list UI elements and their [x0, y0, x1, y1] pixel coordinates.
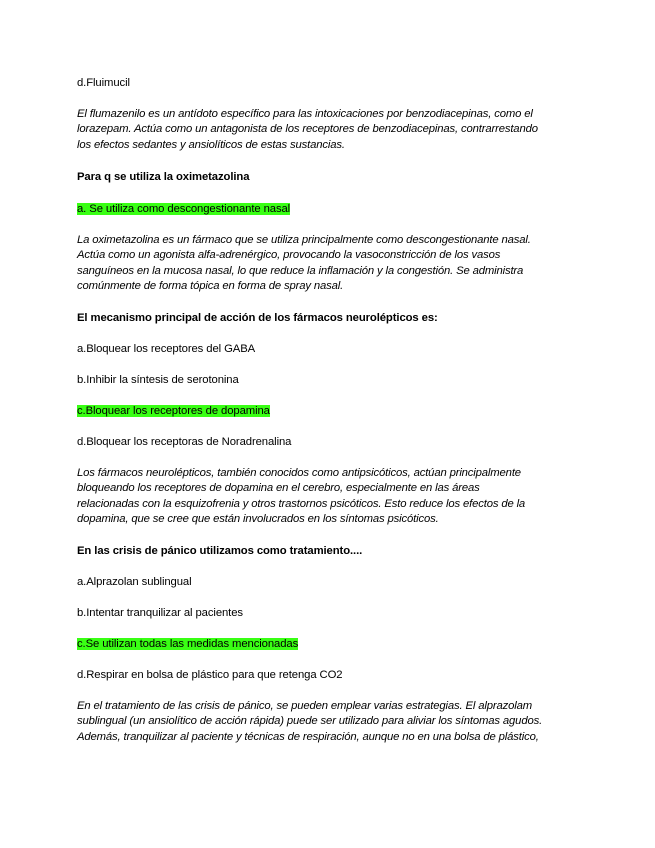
- q3-explanation-line: dopamina, que se cree que están involucrados en los síntomas psicóticos.: [77, 513, 439, 526]
- q2-answer: [77, 202, 290, 217]
- q4-option-a: a.Alprazolan sublingual: [77, 576, 192, 588]
- q1-explanation-line: El flumazenilo es un antídoto específico para las intoxicaciones por benzodiacepinas, como el: [77, 108, 533, 120]
- q2-explanation-line: comúnmente de forma tópica en forma de spray nasal.: [77, 280, 344, 293]
- q3-explanation: [77, 466, 525, 528]
- q3-explanation-line: relacionadas con la esquizofrenia y otros trastornos psicóticos. Esto reduce los efectos de la: [77, 497, 526, 510]
- q3-option-a: a.Bloquear los receptores del GABA: [77, 343, 256, 355]
- q3-explanation-line: Los fármacos neurolépticos, también conocidos como antipsicóticos, actúan principalmente: [77, 467, 521, 479]
- q4-option-b: b.Intentar tranquilizar al pacientes: [77, 607, 243, 619]
- q2-explanation-line: sanguíneos en la mucosa nasal, lo que reduce la inflamación y la congestión. Se administra: [77, 264, 524, 277]
- q4-question: En las crisis de pánico utilizamos como tratamiento....: [77, 545, 363, 557]
- q1-option-d: d.Fluimucil: [77, 77, 130, 89]
- q3-option-d: d.Bloquear los receptoras de Noradrenalina: [77, 436, 292, 448]
- q3-answer-highlight: c.Bloquear los receptores de dopamina: [77, 405, 270, 417]
- q1-explanation-line: lorazepam. Actúa como un antagonista de los receptores de benzodiacepinas, contrarrestando: [77, 123, 538, 136]
- q4-option-c: [77, 637, 298, 652]
- q3-question: El mecanismo principal de acción de los fármacos neurolépticos es:: [77, 312, 438, 324]
- q2-question: Para q se utiliza la oximetazolina: [77, 171, 250, 183]
- q4-explanation-line: Además, tranquilizar al paciente y técnicas de respiración, aunque no en una bolsa de plástico,: [77, 730, 539, 743]
- q3-option-b: b.Inhibir la síntesis de serotonina: [77, 374, 239, 386]
- q3-option-c: [77, 404, 270, 419]
- q1-explanation-line: los efectos sedantes y ansiolíticos de estas sustancias.: [77, 138, 345, 151]
- q4-option-d: d.Respirar en bolsa de plástico para que retenga CO2: [77, 669, 343, 681]
- q2-explanation-line: Actúa como un agonista alfa-adrenérgico, provocando la vasoconstricción de los vasos: [77, 249, 501, 262]
- q2-explanation-line: La oximetazolina es un fármaco que se utiliza principalmente como descongestionante nasal.: [77, 234, 531, 246]
- q4-explanation: [77, 699, 542, 745]
- q3-explanation-line: bloqueando los receptores de dopamina en el cerebro, especialmente en las áreas: [77, 482, 480, 495]
- q1-explanation: [77, 107, 538, 153]
- q4-answer-highlight: c.Se utilizan todas las medidas mencionadas: [77, 638, 299, 650]
- q2-answer-highlight: a. Se utiliza como descongestionante nasal: [77, 203, 291, 215]
- q4-explanation-line: sublingual (un ansiolítico de acción rápida) puede ser utilizado para aliviar los síntomas agudos.: [77, 715, 543, 728]
- q2-explanation: [77, 233, 531, 295]
- q4-explanation-line: En el tratamiento de las crisis de pánico, se pueden emplear varias estrategias. El alprazolam: [77, 700, 532, 712]
